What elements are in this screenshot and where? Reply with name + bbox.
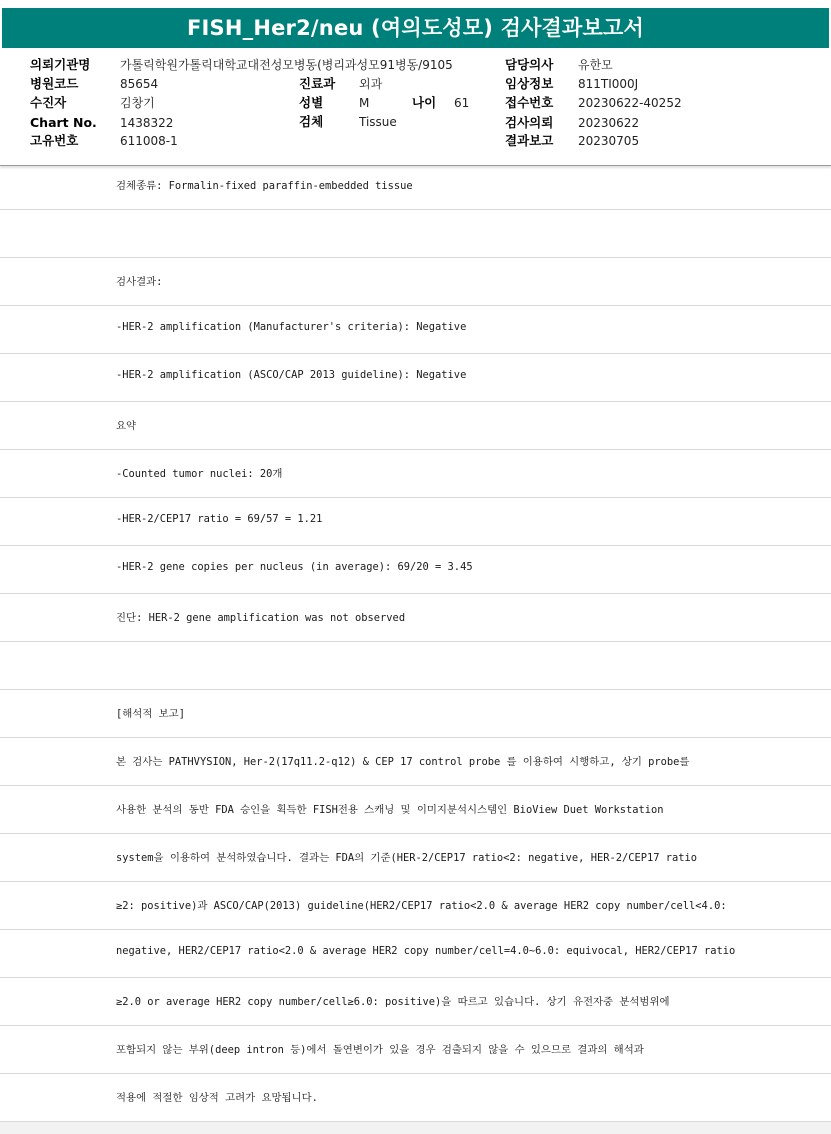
- report-line: [0, 498, 831, 546]
- department-label: 진료과: [299, 76, 336, 91]
- report-line: [0, 882, 831, 930]
- unique-no-label: 고유번호: [30, 133, 79, 148]
- report-line-text: ≥2.0 or average HER2 copy number/cell≥6.0: positive)을 따르고 있습니다. 상기 유전자중 분석범위에: [116, 996, 670, 1008]
- report-line-text: -HER-2 amplification (Manufacturer's criteria): Negative: [116, 321, 467, 333]
- report-line: [0, 834, 831, 882]
- report-date-label: 결과보고: [505, 133, 554, 148]
- institution-label: 의뢰기관명: [30, 57, 91, 72]
- reception-no-value: 20230622-40252: [578, 96, 682, 110]
- report-line: [0, 786, 831, 834]
- specimen-label: 검체: [299, 114, 324, 129]
- report-line: [0, 690, 831, 738]
- request-value: 20230622: [578, 116, 640, 130]
- doctor-label: 담당의사: [505, 57, 554, 72]
- patient-label: 수진자: [30, 95, 67, 110]
- report-line-text: 검사결과:: [116, 276, 163, 288]
- chart-no-label: Chart No.: [30, 115, 97, 130]
- report-line: [0, 930, 831, 978]
- report-line-text: -Counted tumor nuclei: 20개: [116, 468, 283, 480]
- patient-info-header: [0, 48, 831, 166]
- report-line-text: 본 검사는 PATHVYSION, Her-2(17q11.2-q12) & CEP 17 control probe 를 이용하여 시행하고, 상기 probe를: [116, 756, 690, 768]
- department-value: 외과: [359, 77, 383, 91]
- institution-value: 가톨릭학원가톨릭대학교대전성모병동(병리과성모91병동/9105: [120, 58, 453, 72]
- report-line: [0, 306, 831, 354]
- report-line: [0, 210, 831, 258]
- age-value: 61: [454, 96, 470, 110]
- report-line: [0, 1074, 831, 1122]
- report-line-text: negative, HER2/CEP17 ratio<2.0 & average HER2 copy number/cell=4.0~6.0: equivocal, HER2/CEP17 ratio: [116, 945, 736, 957]
- unique-no-value: 611008-1: [120, 134, 178, 148]
- age-label: 나이: [412, 95, 437, 110]
- report-line-text: 사용한 분석의 동반 FDA 승인을 획득한 FISH전용 스캐닝 및 이미지분석시스템인 BioView Duet Workstation: [116, 804, 664, 816]
- report-line: [0, 546, 831, 594]
- report-line: [0, 354, 831, 402]
- sex-label: 성별: [299, 95, 324, 110]
- report-line: [0, 642, 831, 690]
- report-line: [0, 978, 831, 1026]
- report-title: FISH_Her2/neu (여의도성모) 검사결과보고서: [2, 8, 829, 48]
- report-line-text: ≥2: positive)과 ASCO/CAP(2013) guideline(HER2/CEP17 ratio<2.0 & average HER2 copy number/cell<4.0:: [116, 900, 727, 912]
- report-line-text: [해석적 보고]: [116, 708, 185, 720]
- report-line-text: 요약: [116, 420, 137, 432]
- hospital-code-label: 병원코드: [30, 76, 79, 91]
- report-line: [0, 258, 831, 306]
- request-label: 검사의뢰: [505, 115, 554, 130]
- report-line-text: -HER-2/CEP17 ratio = 69/57 = 1.21: [116, 513, 323, 525]
- report-line: [0, 162, 831, 210]
- report-line: [0, 402, 831, 450]
- report-line-text: system을 이용하여 분석하였습니다. 결과는 FDA의 기준(HER-2/CEP17 ratio<2: negative, HER-2/CEP17 ratio: [116, 852, 698, 864]
- report-body: [0, 162, 831, 1122]
- report-line: [0, 450, 831, 498]
- report-line-text: 진단: HER-2 gene amplification was not observed: [116, 612, 406, 624]
- reception-no-label: 접수번호: [505, 95, 554, 110]
- clinical-info-label: 임상정보: [505, 76, 554, 91]
- hospital-code-value: 85654: [120, 77, 159, 91]
- specimen-value: Tissue: [359, 115, 397, 129]
- sex-value: M: [359, 96, 370, 110]
- doctor-value: 유한모: [578, 58, 613, 72]
- report-line-text: 검체종류: Formalin-fixed paraffin-embedded tissue: [116, 180, 413, 192]
- report-line-text: 포함되지 않는 부위(deep intron 등)에서 돌연변이가 있을 경우 검출되지 않을 수 있으므로 결과의 해석과: [116, 1044, 644, 1056]
- report-line: [0, 594, 831, 642]
- report-date-value: 20230705: [578, 134, 640, 148]
- report-line-text: -HER-2 amplification (ASCO/CAP 2013 guideline): Negative: [116, 369, 467, 381]
- report-line: [0, 738, 831, 786]
- chart-no-value: 1438322: [120, 116, 174, 130]
- report-line-text: 적용에 적절한 임상적 고려가 요망됩니다.: [116, 1092, 318, 1104]
- patient-value: 김창기: [120, 96, 155, 110]
- clinical-info-value: 811TI000J: [578, 77, 639, 91]
- report-line-text: -HER-2 gene copies per nucleus (in average): 69/20 = 3.45: [116, 561, 473, 573]
- report-line: [0, 1026, 831, 1074]
